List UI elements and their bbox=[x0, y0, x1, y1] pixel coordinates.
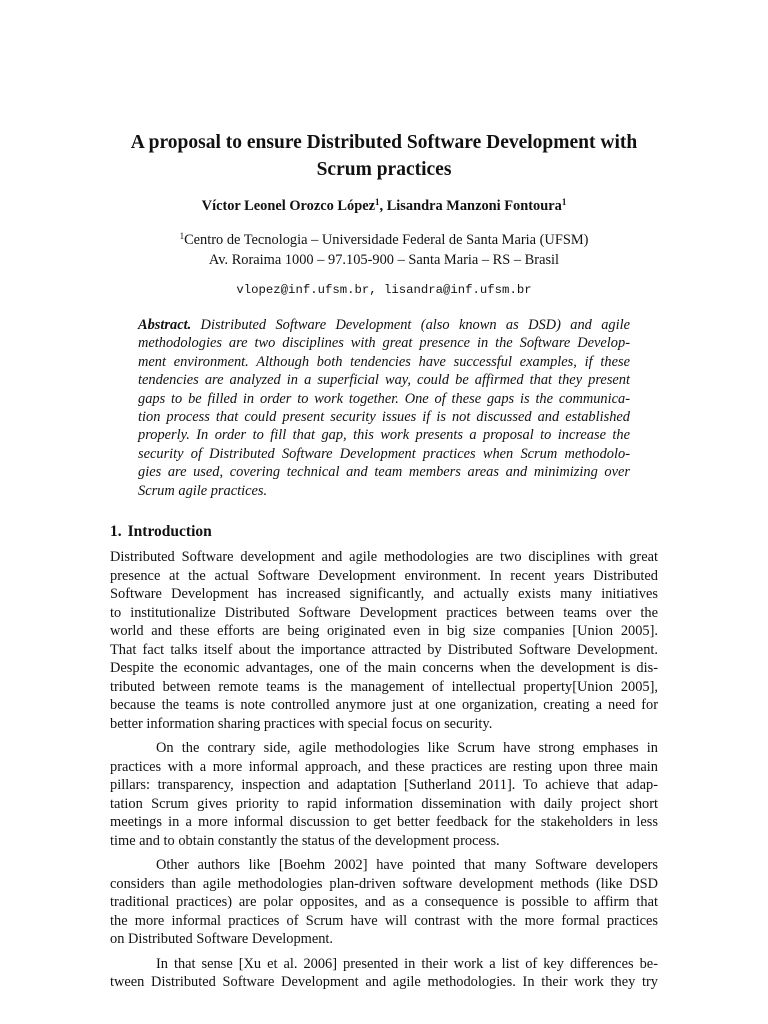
body-line: That fact talks itself about the importance attracted by Distributed Software Development. bbox=[110, 641, 658, 658]
author-affiliation-mark: 1 bbox=[375, 197, 380, 207]
body-line: better information sharing practices with special focus on security. bbox=[110, 715, 493, 732]
body-line: because the teams is note controlled anymore just at one organization, creating a need for bbox=[110, 697, 658, 713]
author-emails: vlopez@inf.ufsm.br, lisandra@inf.ufsm.br bbox=[236, 283, 532, 297]
paper-title bbox=[90, 129, 678, 183]
abstract bbox=[138, 316, 630, 500]
author-affiliation-mark: 1 bbox=[561, 197, 567, 207]
body-line: the more informal practices of Scrum have will contrast with the more formal practices bbox=[110, 912, 658, 929]
body-line: traditional practices) are polar opposites, and as a consequence is possible to affirm that bbox=[110, 894, 658, 910]
title-line-1: A proposal to ensure Distributed Software Development with bbox=[130, 132, 638, 153]
body-line: tween Distributed Software Development and agile methodologies. In their work they try bbox=[110, 974, 658, 990]
author-separator: , bbox=[379, 198, 387, 214]
abstract-line: Scrum agile practices. bbox=[138, 482, 268, 499]
affiliation-mark: 1 bbox=[179, 231, 185, 241]
section-heading bbox=[110, 521, 212, 543]
abstract-line: tendencies are analyzed in a superficial way, could be affirmed that they present bbox=[138, 372, 630, 389]
body-line: Software Development has increased significantly, and actually exists many initiatives bbox=[110, 586, 658, 602]
paragraph bbox=[110, 856, 658, 949]
body-line: meetings in a more informal discussion to get better feedback for the stakeholders in less bbox=[110, 814, 658, 830]
body-line: to institutionalize Distributed Software Development practices between teams over the bbox=[110, 604, 658, 621]
body-line: tributed between remote teams is the management of intellectual property[Union 2005], bbox=[110, 678, 658, 695]
author-name: Víctor Leonel Orozco López bbox=[201, 198, 375, 214]
abstract-line: Abstract. Distributed Software Development (also known as DSD) and agile bbox=[138, 317, 630, 333]
abstract-line: ment environment. Although both tendencies have successful examples, if these bbox=[138, 353, 630, 370]
abstract-line: gaps to be filled in order to work together. One of these gaps is the communica- bbox=[138, 390, 630, 407]
paragraph bbox=[110, 955, 658, 992]
abstract-line: gies are used, covering technical and team members areas and minimizing over bbox=[138, 464, 630, 481]
affiliation-line-1: $^1$Centro de Tecnologia – Universidade Federal de Santa Maria (UFSM) bbox=[179, 231, 589, 248]
body-line: considers than agile methodologies plan-driven software development methods (like DSD bbox=[110, 875, 658, 892]
author-name: Lisandra Manzoni Fontoura bbox=[386, 198, 562, 214]
body-line: presence at the actual Software Development environment. In recent years Distributed bbox=[110, 567, 658, 584]
abstract-label: Abstract. bbox=[138, 317, 192, 333]
affiliation bbox=[90, 230, 678, 270]
body-line: practices with a more informal approach, and these practices are resting upon three main bbox=[110, 758, 658, 775]
body-line: tation Scrum gives priority to rapid information dissemination with daily project short bbox=[110, 795, 658, 812]
paragraph bbox=[110, 739, 658, 850]
author-list bbox=[90, 196, 678, 216]
body-line: Despite the economic advantages, one of the main concerns when the development is dis- bbox=[110, 660, 658, 676]
body-line: Distributed Software development and agile methodologies are two disciplines with great bbox=[110, 549, 658, 565]
body-line: Other authors like [Boehm 2002] have pointed that many Software developers bbox=[156, 857, 658, 873]
body-line: pillars: transparency, inspection and adaptation [Sutherland 2011]. To achieve that adap- bbox=[110, 777, 658, 793]
body-line: On the contrary side, agile methodologies like Scrum have strong emphases in bbox=[156, 740, 658, 756]
body-text bbox=[110, 548, 658, 998]
body-line: world and these efforts are being originated even in big size companies [Union 2005]. bbox=[110, 623, 658, 639]
affiliation-line-2: Av. Roraima 1000 – 97.105-900 – Santa Maria – RS – Brasil bbox=[208, 252, 560, 268]
title-line-2: Scrum practices bbox=[316, 159, 452, 180]
abstract-line: properly. In order to fill that gap, this work presents a proposal to increase the bbox=[138, 427, 630, 444]
abstract-line: methodologies are two disciplines with great presence in the Software Develop- bbox=[138, 335, 630, 352]
body-line: time and to obtain constantly the status of the development process. bbox=[110, 832, 500, 849]
body-line: In that sense [Xu et al. 2006] presented in their work a list of key differences be- bbox=[156, 955, 658, 972]
body-line: on Distributed Software Development. bbox=[110, 931, 334, 947]
abstract-line: security of Distributed Software Development practices when Scrum methodolo- bbox=[138, 445, 630, 462]
section-number: 1. bbox=[110, 523, 122, 540]
paragraph bbox=[110, 548, 658, 733]
section-title: Introduction bbox=[127, 523, 212, 540]
abstract-line: tion process that could present security issues if is not discussed and established bbox=[138, 409, 630, 426]
